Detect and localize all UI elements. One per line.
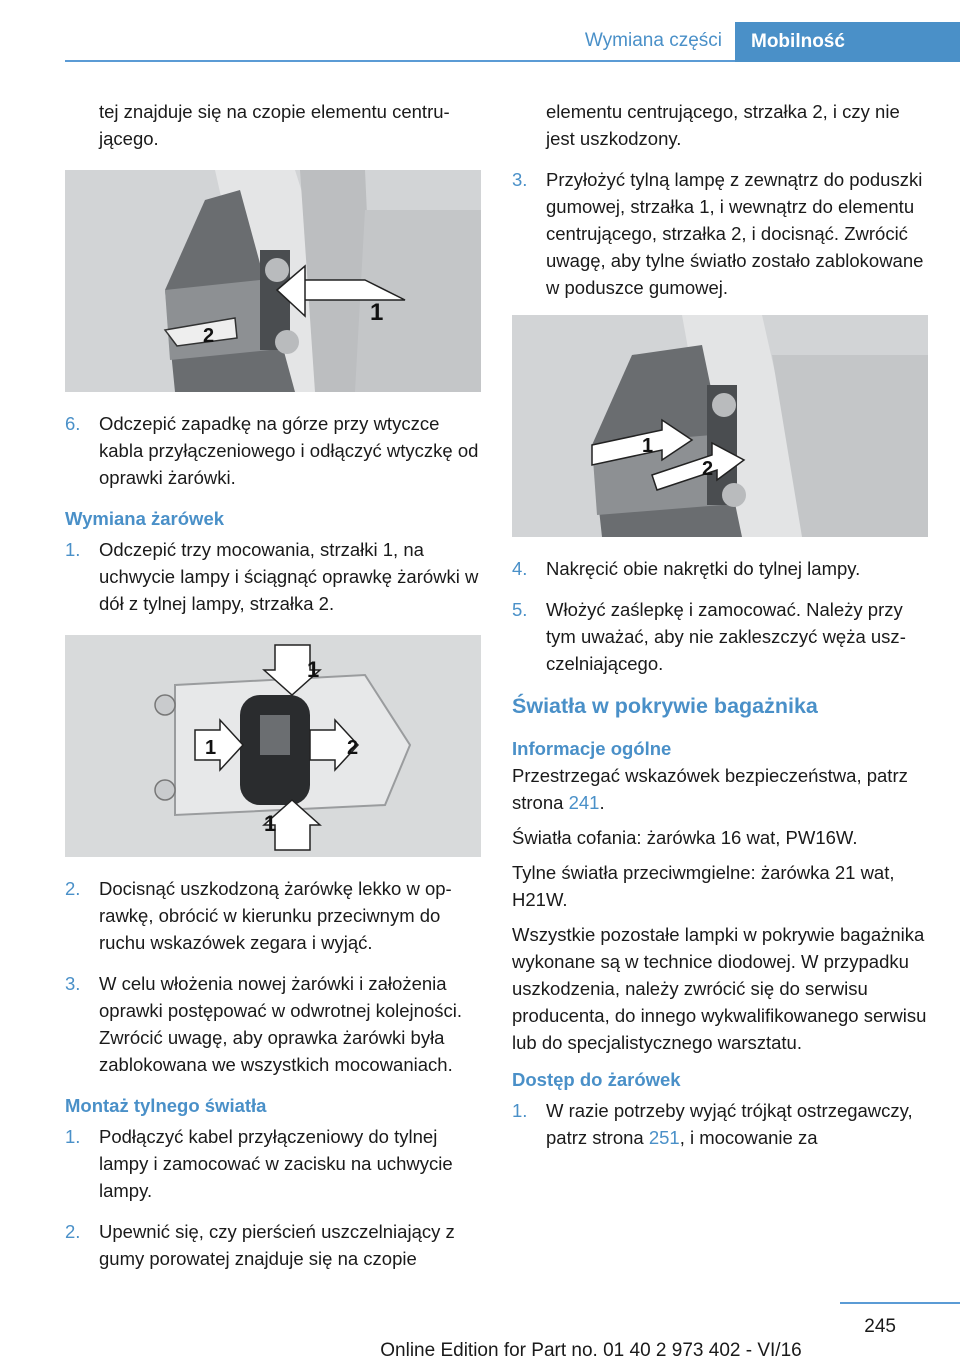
step-number: 3. (512, 169, 528, 190)
list-item (65, 410, 481, 491)
list-item (512, 555, 928, 582)
step-text: Upewnić się, czy pierścień uszczelniający z gumy porowatej znajduje się na czopie (99, 1221, 455, 1269)
step-list-access (512, 1097, 928, 1151)
list-item (65, 1123, 481, 1204)
step-list-bulb (65, 536, 481, 617)
step-text: Przyłożyć tylną lampę z zewnątrz do poduszki gumowej, strzałka 1, i wewnątrz do elementu centrującego, strzałka 2, i docisnąć. Zwrócić uwagę, aby tylne światło zostało zablokowane w poduszce gumowej. (546, 169, 924, 298)
step-text: Nakręcić obie nakrętki do tylnej lampy. (546, 558, 861, 579)
access-text-post: , i mocowanie za (679, 1127, 818, 1148)
callout-2: 2 (702, 458, 714, 480)
step-number: 1. (65, 539, 81, 560)
reverse-lights-text: Światła cofania: żarówka 16 wat, PW16W. (512, 827, 858, 848)
step-text: Włożyć zaślepkę i zamocować. Należy przy tym uważać, aby nie zakleszczyć węża uszczelniającego. (546, 599, 906, 674)
continued-text: elementu centrującego, strzałka 2, i czy nie jest uszkodzony. (546, 101, 900, 149)
led-text: Wszystkie pozostałe lampki w pokrywie bagażnika wykonane są w technice diodowej. W przypadku uszkodzenia, należy zwrócić się do serwisu producenta, do innego wykwalifikowanego serwisu lub do specjalistycznego warsztatu. (512, 924, 927, 1053)
step-number: 5. (512, 599, 528, 620)
mount-heading: Montaż tylnego światła (65, 1095, 267, 1116)
step-text (546, 1100, 913, 1148)
step-number: 2. (65, 1221, 81, 1242)
list-item (512, 596, 928, 677)
list-item (512, 1097, 928, 1151)
step-number: 1. (65, 1126, 81, 1147)
step-text: Docisnąć uszkodzoną żarówkę lekko w oprawkę, obrócić w kierunku przeciwnym do ruchu wskazówek zegara i wyjąć. (99, 878, 452, 953)
step-number: 6. (65, 413, 81, 434)
step-list-install (512, 166, 928, 301)
list-item (65, 875, 481, 956)
step-text: Odczepić zapadkę na górze przy wtyczce kabla przyłączeniowego i odłączyć wtyczkę od oprawki żarówki. (99, 413, 479, 488)
step-list-removal (65, 410, 481, 491)
page-number: 245 (864, 1316, 896, 1337)
callout-1-top: 1 (307, 657, 320, 682)
callout-1-bottom: 1 (264, 811, 277, 836)
section-title: Wymiana części (584, 30, 722, 51)
trunk-lights-heading: Światła w pokrywie bagażnika (512, 694, 818, 718)
page-link-241[interactable]: 241 (568, 792, 600, 813)
page-header (65, 22, 960, 62)
list-item (65, 970, 481, 1078)
page-link-251[interactable]: 251 (648, 1127, 680, 1148)
safety-text-pre: Przestrzegać wskazówek bezpieczeństwa, patrz strona (512, 765, 908, 813)
step-number: 4. (512, 558, 528, 579)
list-item (65, 536, 481, 617)
info-heading: Informacje ogólne (512, 738, 672, 759)
step-text: W celu włożenia nowej żarówki i założenia oprawki postępować w odwrotnej kolejności. Zwrócić uwagę, aby oprawka żarówki była zablokowana we wszystkich mocowaniach. (99, 973, 462, 1075)
step-number: 3. (65, 973, 81, 994)
list-item (512, 166, 928, 301)
figure-tail-light-removal (65, 170, 481, 392)
step-list-finish (512, 555, 928, 677)
callout-1: 1 (642, 435, 654, 457)
safety-text (512, 762, 928, 816)
left-column (65, 98, 481, 1286)
chapter-tab: Mobilność (735, 22, 960, 62)
callout-1-left: 1 (205, 737, 217, 759)
footer-divider (840, 1302, 960, 1304)
step-list-bulb-cont (65, 875, 481, 1078)
step-number: 2. (65, 878, 81, 899)
callout-1: 1 (370, 299, 384, 326)
fog-lights-text: Tylne światła przeciwmgielne: żarówka 21 wat, H21W. (512, 862, 895, 910)
step-list-mount (65, 1123, 481, 1272)
access-heading: Dostęp do żarówek (512, 1069, 681, 1090)
step-text: Podłączyć kabel przyłączeniowy do tylnej lampy i zamocować w zacisku na uchwycie lampy. (99, 1126, 453, 1201)
callout-2: 2 (203, 325, 215, 347)
intro-text: tej znajduje się na czopie elementu centrującego. (99, 101, 450, 149)
right-column (512, 98, 928, 1165)
step-number: 1. (512, 1100, 528, 1121)
list-item (65, 1218, 481, 1272)
figure-bulb-holder (65, 635, 481, 857)
bulb-heading: Wymiana żarówek (65, 508, 225, 529)
figure-tail-light-install (512, 315, 928, 537)
callout-2-right: 2 (347, 737, 359, 759)
edition-footer: Online Edition for Part no. 01 40 2 973 402 - VI/16 (380, 1340, 802, 1361)
access-text-pre: W razie potrzeby wyjąć trójkąt ostrzegawczy, patrz strona (546, 1100, 913, 1148)
step-text: Odczepić trzy mocowania, strzałki 1, na uchwycie lampy i ściągnąć oprawkę żarówki w dół z tylnej lampy, strzałka 2. (99, 539, 479, 614)
safety-text-post: . (599, 792, 605, 813)
